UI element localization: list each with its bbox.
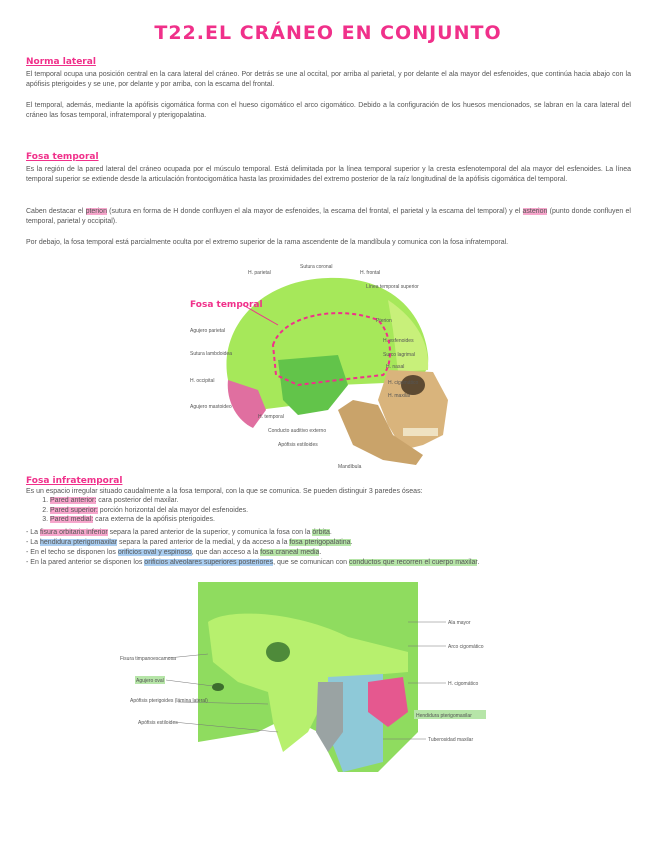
list-item: [50, 496, 248, 506]
highlight-term: hendidura pterigomaxilar: [40, 539, 118, 546]
text-run: - La: [26, 529, 41, 536]
wall-label: Pared medial:: [50, 516, 94, 523]
figure-label: Fisura timpanoescamosa: [120, 656, 176, 662]
figure-label: H. occipital: [190, 378, 215, 384]
figure-label: Línea temporal superior: [366, 284, 419, 290]
figure-label: Conducto auditivo externo: [268, 428, 327, 434]
bullet-line: [26, 528, 636, 538]
figure-label: H. parietal: [248, 270, 271, 276]
figure-label: Surco lagrimal: [383, 352, 415, 358]
text-run: - La: [26, 539, 41, 546]
highlight-term: fosa craneal media: [260, 549, 320, 556]
page-title: T22.EL CRÁNEO EN CONJUNTO: [154, 22, 502, 44]
highlight-term: fosa pterigopalatina: [289, 539, 351, 546]
paragraph: [26, 207, 631, 226]
text-run: - En el techo se disponen los: [26, 549, 118, 556]
list-item: [50, 506, 248, 516]
paragraph: El temporal, además, mediante la apófisis cigomática forma con el hueso cigomático el arco cigomático. Debido a la configuración de los huesos mencionados, se labran en la cara lateral del cráneo las fosas temporal, infratemporal y pterigopalatina.: [26, 102, 631, 119]
bullet-line: [26, 548, 636, 558]
figure-label: H. esfenoides: [383, 338, 414, 344]
paragraph: El temporal ocupa una posición central en la cara lateral del cráneo. Por detrás se une al occital, por arriba al parietal, y por delante el ala mayor del esfenoides, que continúa hacia abajo con la apófisis pterigoides y se une, por delante y por arriba, con la escama del frontal.: [26, 71, 631, 88]
figure-label: H. cigomático: [448, 681, 479, 687]
section-heading-infratemporal: Fosa infratemporal: [26, 476, 123, 486]
text-run: (sutura en forma de H donde confluyen el ala mayor de esfenoides, la escama del frontal, el parietal y la escama del temporal) y el: [106, 208, 523, 215]
figure-label: Mandíbula: [338, 464, 362, 470]
paragraph: Es un espacio irregular situado caudalmente a la fosa temporal, con la que se comunica. Se pueden distinguir 3 paredes óseas:: [26, 488, 423, 495]
text-run: .: [477, 559, 480, 566]
figure-label: Sutura coronal: [300, 264, 333, 270]
fosa-temporal-annotation: Fosa temporal: [190, 300, 263, 310]
skull-lateral-figure: [188, 260, 458, 475]
walls-list: [36, 496, 248, 525]
wall-text: porción horizontal del ala mayor del esfenoides.: [97, 506, 249, 514]
paragraph: Por debajo, la fosa temporal está parcialmente oculta por el extremo superior de la rama ascendente de la mandíbula y comunica con la fosa infratemporal.: [26, 239, 509, 246]
list-item: [50, 515, 248, 525]
figure-label: Sutura lambdoidea: [190, 351, 232, 357]
figure-label: Agujero mastoideo: [190, 404, 232, 410]
figure-label: H. frontal: [360, 270, 381, 276]
highlight-term: asterion: [522, 208, 548, 215]
figure-label: Hendidura pterigomaxilar: [416, 713, 472, 719]
text-run: separa la pared anterior de la medial, y da acceso a la: [117, 539, 290, 546]
figure-label: H. temporal: [258, 414, 284, 420]
wall-label: Pared anterior:: [50, 497, 97, 504]
highlight-term: orificios oval y espinoso: [117, 549, 192, 556]
bullet-line: [26, 538, 636, 548]
text-run: .: [319, 549, 322, 556]
figure-label: H. maxilar: [388, 393, 411, 399]
text-run: separa la pared anterior de la superior, y comunica la fosa con la: [107, 529, 313, 536]
figure-label: Agujero parietal: [190, 328, 226, 334]
figure-label: Apófisis pterigoides (lámina lateral): [130, 698, 208, 704]
figure-label: Tuberosidad maxilar: [428, 737, 474, 743]
text-run: .: [350, 539, 353, 546]
figure-label: Arco cigomático: [448, 644, 484, 650]
highlight-term: órbita: [312, 529, 330, 536]
infratemporal-fossa-figure: [118, 582, 528, 774]
wall-text: cara posterior del maxilar.: [96, 497, 179, 504]
figure-label: Ala mayor: [448, 620, 471, 626]
figure-label: Apófisis estiloides: [278, 442, 318, 448]
text-run: , que dan acceso a la: [191, 549, 261, 556]
text-run: (punto donde confluyen el temporal, parietal y occipital).: [26, 208, 631, 225]
figure-label: Pterion: [376, 318, 392, 324]
highlight-term: pterion: [85, 208, 107, 215]
text-run: - En la pared anterior se disponen los: [26, 559, 145, 566]
figure-label: Apófisis estiloides: [138, 720, 178, 726]
text-run: Caben destacar el: [26, 208, 86, 215]
figure-label: H. cigomático: [388, 380, 419, 386]
bullet-line: [26, 558, 636, 568]
paragraph: Es la región de la pared lateral del cráneo ocupada por el músculo temporal. Está delimitada por la línea temporal superior y la cresta esfenotemporal del ala mayor del esfenoides. La línea temporal superior se extiende desde la articulación frontocigomática hasta las proximidades del extremo posterior de la raíz longitudinal de la apófisis cigomática del temporal.: [26, 166, 631, 183]
section-heading-temporal: Fosa temporal: [26, 152, 99, 162]
section-heading-lateral: Norma lateral: [26, 57, 96, 67]
text-run: , que se comunican con: [273, 559, 349, 566]
figure-label: H. nasal: [386, 364, 405, 370]
highlight-term: fisura orbitaria inferior: [40, 529, 108, 536]
text-run: .: [329, 529, 332, 536]
highlight-term: conductos que recorren el cuerpo maxilar: [348, 559, 478, 566]
figure-label: Agujero oval: [136, 678, 164, 684]
highlight-term: orificios alveolares superiores posteriores: [144, 559, 274, 566]
wall-text: cara externa de la apófisis pterigoides.: [93, 516, 215, 523]
wall-label: Pared superior:: [50, 506, 98, 514]
